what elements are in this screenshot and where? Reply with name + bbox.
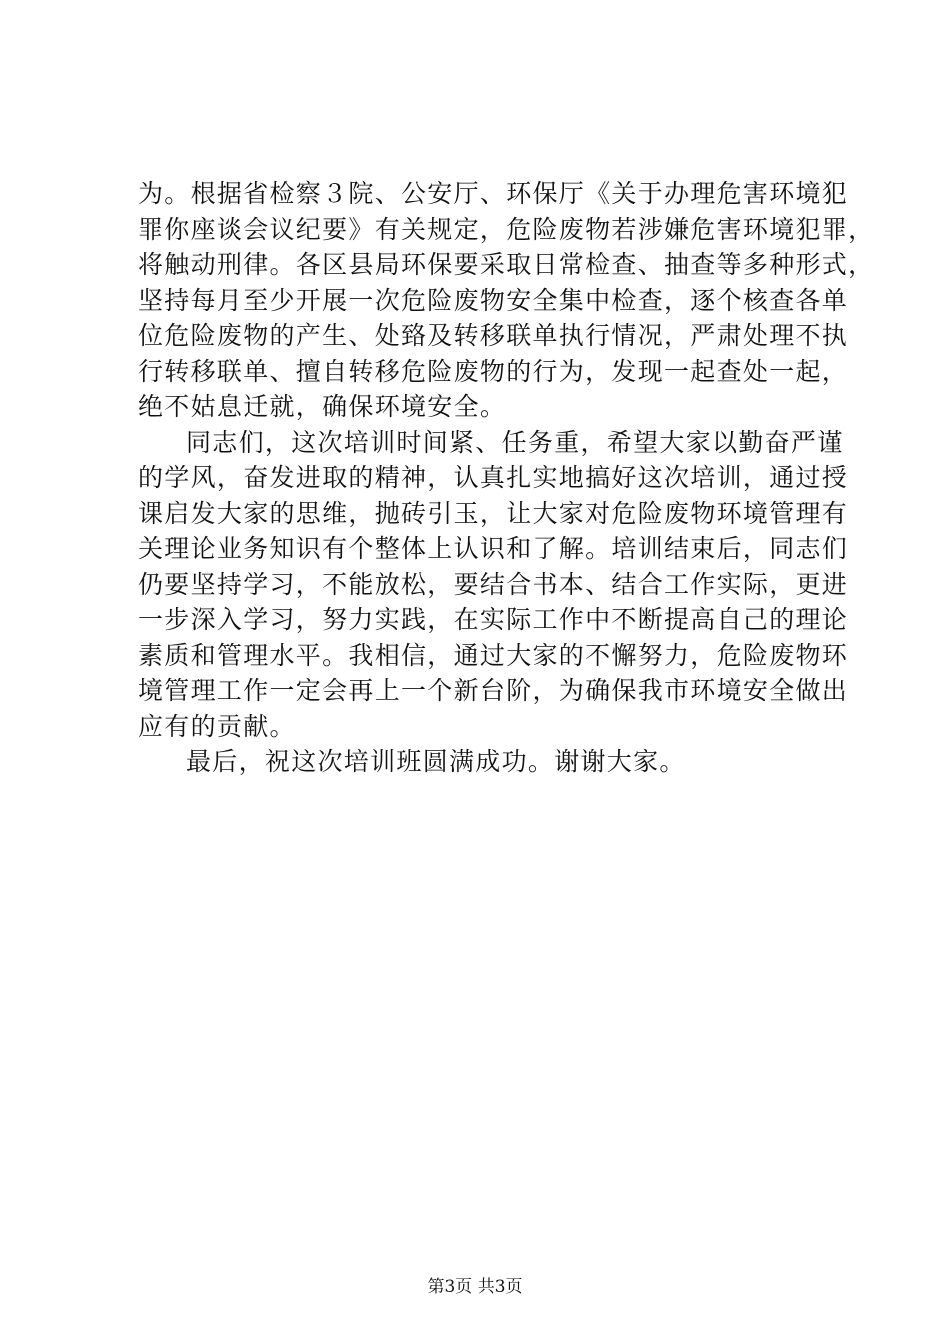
text-line: 应有的贡献。 xyxy=(138,711,296,741)
document-body xyxy=(138,176,875,780)
page-number-footer: 第3页 共3页 xyxy=(427,1277,523,1297)
text-line: 罪你座谈会议纪要》有关规定，危险废物若涉嫌危害环境犯罪， xyxy=(138,214,875,244)
text-line: 最后，祝这次培训班圆满成功。谢谢大家。 xyxy=(186,747,686,776)
paragraph-2 xyxy=(138,425,849,745)
text-line: 一步深入学习，努力实践，在实际工作中不断提高自己的理论 xyxy=(138,605,849,634)
text-line: 将触动刑律。各区县局环保要采取日常检查、抽查等多种形式， xyxy=(138,250,875,279)
text-line: 课启发大家的思维，抛砖引玉，让大家对危险废物环境管理有 xyxy=(138,498,849,528)
text-line: 境管理工作一定会再上一个新台阶，为确保我市环境安全做出 xyxy=(138,676,849,705)
text-line: 行转移联单、擅自转移危险废物的行为，发现一起查处一起， xyxy=(138,356,849,386)
paragraph-1 xyxy=(138,176,875,425)
text-line: 位危险废物的产生、处臵及转移联单执行情况，严肃处理不执 xyxy=(138,321,849,350)
text-line: 为。根据省检察３院、公安厅、环保厅《关于办理危害环境犯 xyxy=(138,179,849,208)
text-line: 坚持每月至少开展一次危险废物安全集中检查，逐个核查各单 xyxy=(138,285,849,315)
text-line: 绝不姑息迁就，确保环境安全。 xyxy=(138,392,507,421)
text-line: 关理论业务知识有个整体上认识和了解。培训结束后，同志们 xyxy=(138,534,849,563)
text-line: 同志们，这次培训时间紧、任务重，希望大家以勤奋严谨 xyxy=(186,427,844,457)
text-line: 仍要坚持学习，不能放松，要结合书本、结合工作实际，更进 xyxy=(138,569,849,599)
text-line: 素质和管理水平。我相信，通过大家的不懈努力，危险废物环 xyxy=(138,640,849,670)
paragraph-3 xyxy=(138,744,828,780)
text-line: 的学风，奋发进取的精神，认真扎实地搞好这次培训，通过授 xyxy=(138,463,849,492)
